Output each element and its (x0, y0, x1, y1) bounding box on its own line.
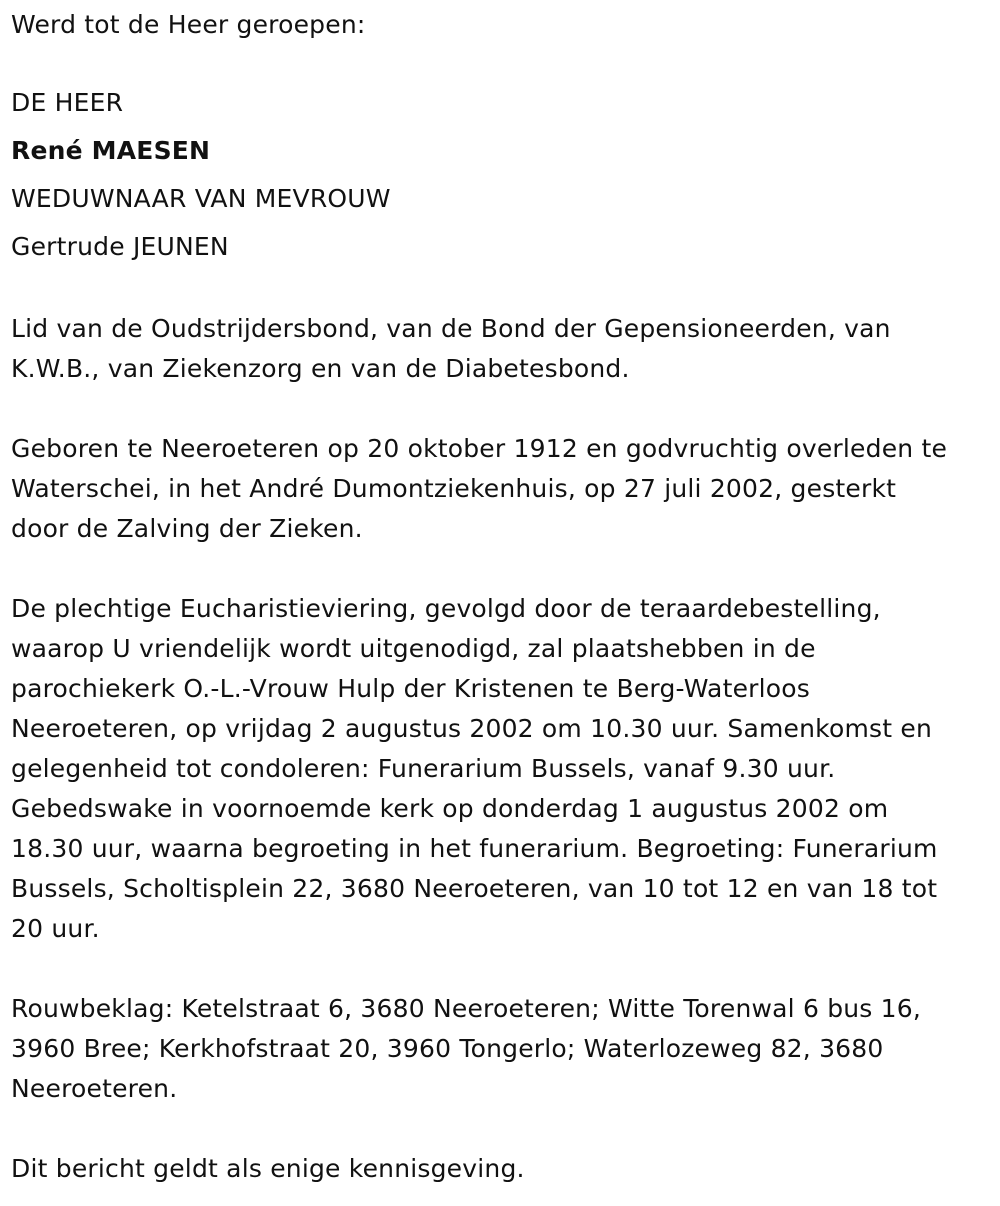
spouse-name: Gertrude JEUNEN (11, 232, 229, 261)
memberships-line: Lid van de Oudstrijdersbond, van de Bond der Gepensioneerden, van (11, 314, 891, 343)
ceremony-line: gelegenheid tot condoleren: Funerarium Bussels, vanaf 9.30 uur. (11, 754, 836, 783)
mourning-address-line: 3960 Bree; Kerkhofstraat 20, 3960 Tongerlo; Waterlozeweg 82, 3680 (11, 1034, 884, 1063)
ceremony-line: parochiekerk O.-L.-Vrouw Hulp der Kristenen te Berg-Waterloos (11, 674, 810, 703)
relation-line: WEDUWNAAR VAN MEVROUW (11, 184, 391, 213)
memberships-line: K.W.B., van Ziekenzorg en van de Diabetesbond. (11, 354, 630, 383)
birth-death-line: Waterschei, in het André Dumontziekenhuis, op 27 juli 2002, gesterkt (11, 474, 897, 503)
birth-death-paragraph (11, 429, 996, 549)
ceremony-line: waarop U vriendelijk wordt uitgenodigd, zal plaatshebben in de (11, 634, 816, 663)
birth-death-line: Geboren te Neeroeteren op 20 oktober 1912 en godvruchtig overleden te (11, 434, 948, 463)
ceremony-line: Gebedswake in voornoemde kerk op donderdag 1 augustus 2002 om (11, 794, 889, 823)
memberships-paragraph (11, 309, 996, 389)
ceremony-paragraph (11, 589, 996, 949)
mourning-address-line: Rouwbeklag: Ketelstraat 6, 3680 Neeroeteren; Witte Torenwal 6 bus 16, (11, 994, 922, 1023)
intro-line: Werd tot de Heer geroepen: (11, 10, 366, 39)
ceremony-line: 20 uur. (11, 914, 100, 943)
ceremony-line: 18.30 uur, waarna begroeting in het funerarium. Begroeting: Funerarium (11, 834, 938, 863)
closing-line: Dit bericht geldt als enige kennisgeving. (11, 1154, 525, 1183)
mourning-address-line: Neeroeteren. (11, 1074, 178, 1103)
birth-death-line: door de Zalving der Zieken. (11, 514, 363, 543)
title-line: DE HEER (11, 88, 124, 117)
ceremony-line: Neeroeteren, op vrijdag 2 augustus 2002 om 10.30 uur. Samenkomst en (11, 714, 933, 743)
ceremony-line: De plechtige Eucharistieviering, gevolgd door de teraardebestelling, (11, 594, 881, 623)
mourning-addresses-paragraph (11, 989, 996, 1109)
deceased-name: René MAESEN (11, 136, 211, 165)
ceremony-line: Bussels, Scholtisplein 22, 3680 Neeroeteren, van 10 tot 12 en van 18 tot (11, 874, 938, 903)
